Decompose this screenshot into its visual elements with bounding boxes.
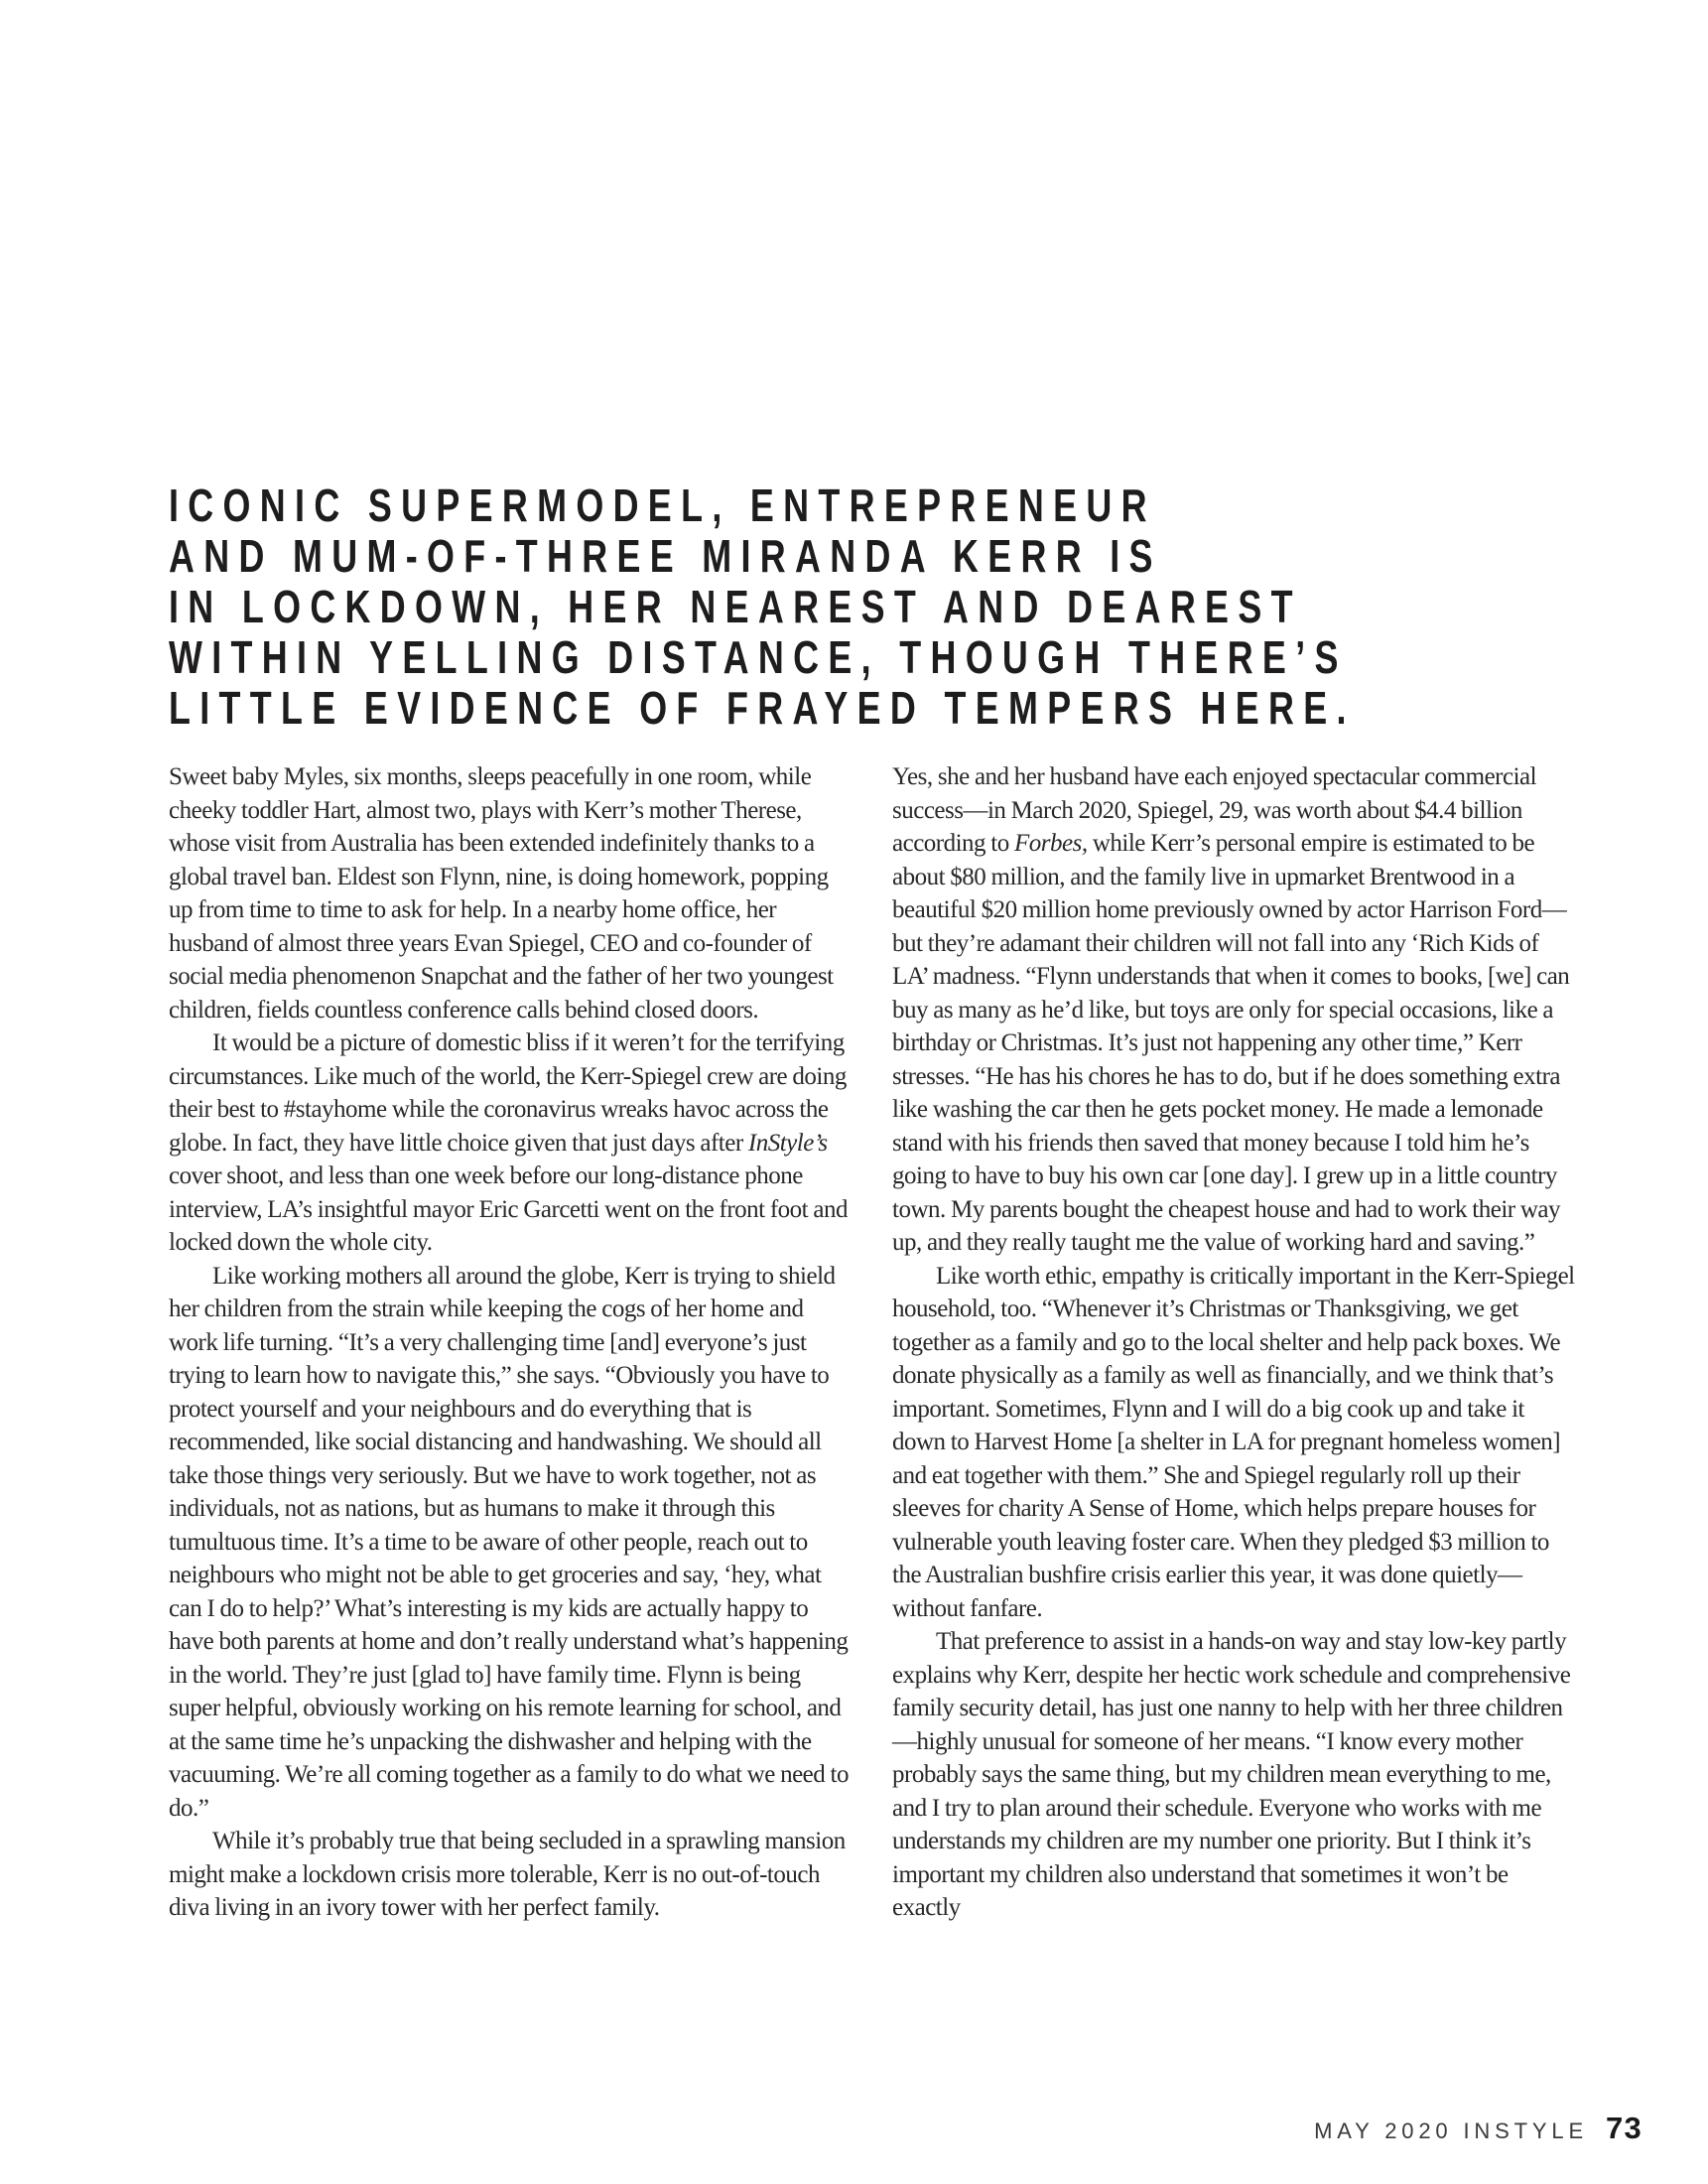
text-run: While it’s probably true that being secluded in a sprawling mansion might make a lockdown crisis more tolerable, Kerr is no out-of-touch diva living in an ivory tower with her perfect family. xyxy=(169,1828,846,1921)
footer-issue-label: MAY 2020 INSTYLE xyxy=(1314,2118,1589,2143)
standfirst-line: ICONIC SUPERMODEL, ENTREPRENEUR xyxy=(169,479,1156,531)
standfirst-line: AND MUM-OF-THREE MIRANDA KERR IS xyxy=(169,530,1162,582)
text-run: Sweet baby Myles, six months, sleeps peacefully in one room, while cheeky toddler Hart, almost two, plays with Kerr’s mother Therese, whose visit from Australia has been extended indefinitely thanks to a global travel ban. Eldest son Flynn, nine, is doing homework, popping up from time to time to ask for help. In a nearby home office, her husband of almost three years Evan Spiegel, CEO and co-founder of social media phenomenon Snapchat and the father of her two youngest children, fields countless conference calls behind closed doors. xyxy=(169,763,834,1024)
text-run: while Kerr’s personal empire is estimated to be about $80 million, and the family live in upmarket Brentwood in a beautiful $20 million home previously owned by actor Harrison Ford—but they’re adamant their children will not fall into any ‘Rich Kids of LA’ madness. “Flynn understands that when it comes to books, [we] can buy as many as he’d like, but toys are only for special occasions, like a birthday or Christmas. It’s just not happening any other time,” Kerr stresses. “He has his chores he has to do, but if he does something extra like washing the car then he gets pocket money. He made a lemonade stand with his friends then saved that money because I told him he’s going to have to buy his own car [one day]. I grew up in a little country town. My parents bought the cheapest house and had to work their way up, and they really taught me the value of working hard and saving.” xyxy=(892,830,1570,1256)
article-body xyxy=(169,760,1578,1925)
footer-page-number: 73 xyxy=(1606,2111,1642,2145)
standfirst-line: IN LOCKDOWN, HER NEAREST AND DEAREST xyxy=(169,581,1302,632)
article-column-left xyxy=(169,760,854,1925)
body-paragraph xyxy=(169,1260,854,1826)
text-run: Like working mothers all around the globe, Kerr is trying to shield her children from the strain while keeping the cogs of her home and work life turning. “It’s a very challenging time [and] everyone’s just trying to learn how to navigate this,” she says. “Obviously you have to protect yourself and your neighbours and do everything that is recommended, like social distancing and handwashing. We should all take those things very seriously. But we have to work together, not as individuals, not as nations, but as humans to make it through this tumultuous time. It’s a time to be aware of other people, reach out to neighbours who might not be able to get groceries and say, ‘hey, what can I do to help?’ What’s interesting is my kids are actually happy to have both parents at home and don’t really understand what’s happening in the world. They’re just [glad to] have family time. Flynn is being super helpful, obviously working on his remote learning for school, and at the same time he’s unpacking the dishwasher and helping with the vacuuming. We’re all coming together as a family to do what we need to do.” xyxy=(169,1262,849,1822)
text-run: It would be a picture of domestic bliss if it weren’t for the terrifying circumstances. Like much of the world, the Kerr-Spiegel crew are doing their best to #stayhome while the coronavirus wreaks havoc across the globe. In fact, they have little choice given that just days after xyxy=(169,1029,847,1157)
body-paragraph xyxy=(892,760,1578,1260)
text-run: cover shoot, and less than one week before our long-distance phone interview, LA’s insightful mayor Eric Garcetti went on the front foot and locked down the whole city. xyxy=(169,1162,848,1256)
text-run: That preference to assist in a hands-on way and stay low-key partly explains why Kerr, despite her hectic work schedule and comprehensive family security detail, has just one nanny to help with her three children—highly unusual for someone of her means. “I know every mother probably says the same thing, but my children mean everything to me, and I try to plan around their schedule. Everyone who works with me understands my children are my number one priority. But I think it’s important my children also understand that sometimes it won’t be exactly xyxy=(892,1628,1571,1921)
italic-text-run: Forbes, xyxy=(1014,830,1088,857)
body-paragraph xyxy=(169,1026,854,1260)
body-paragraph xyxy=(169,760,854,1026)
body-paragraph xyxy=(892,1260,1578,1626)
text-run: Yes, she and her husband have each enjoyed spectacular commercial success—in March 2020, Spiegel, 29, was worth about $4.4 billion according to xyxy=(892,763,1537,857)
text-run: Like worth ethic, empathy is critically important in the Kerr-Spiegel household, too. “Whenever it’s Christmas or Thanksgiving, we get together as a family and go to the local shelter and help pack boxes. We donate physically as a family as well as financially, and we think that’s important. Sometimes, Flynn and I will do a big cook up and take it down to Harvest Home [a shelter in LA for pregnant homeless women] and eat together with them.” She and Spiegel regularly roll up their sleeves for charity A Sense of Home, which helps prepare houses for vulnerable youth leaving foster care. When they pledged $3 million to the Australian bushfire crisis earlier this year, it was done quietly—without fanfare. xyxy=(892,1262,1575,1622)
page-footer xyxy=(1314,2111,1642,2146)
italic-text-run: InStyle’s xyxy=(747,1129,828,1157)
standfirst-line: WITHIN YELLING DISTANCE, THOUGH THERE’S xyxy=(169,631,1348,683)
article-column-right xyxy=(892,760,1578,1925)
standfirst-line: LITTLE EVIDENCE OF FRAYED TEMPERS HERE. xyxy=(169,682,1356,734)
standfirst-headline xyxy=(169,480,1485,734)
body-paragraph xyxy=(892,1625,1578,1925)
body-paragraph xyxy=(169,1825,854,1925)
